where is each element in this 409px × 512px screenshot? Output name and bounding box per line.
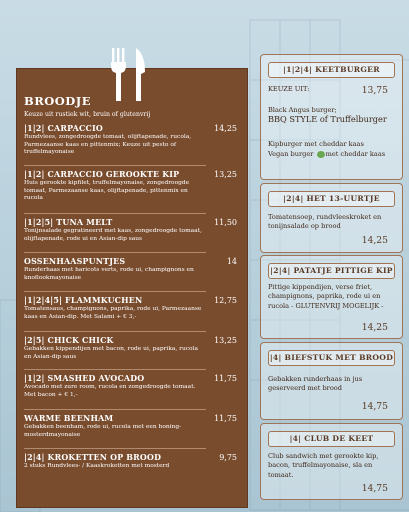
card-title: |2|4| HET 13-UURTJE [268,191,395,207]
menu-item-carpaccio-kip [24,170,240,203]
card-price: 14,25 [361,235,388,246]
item-price: 14,25 [214,124,237,133]
item-price: 9,75 [219,453,237,462]
card-choice-label: KEUZE UIT: [268,85,310,93]
item-price: 11,50 [214,218,237,227]
item-name: |1|2| CARPACCIO GEROOKTE KIP [24,170,180,179]
item-price: 13,25 [214,336,237,345]
item-name: WARME BEENHAM [24,414,114,423]
card-title: |4| BIEFSTUK MET BROOD [268,350,395,366]
card-text: Tomatensoep, rundvleeskroket en tonijnsalade op brood [268,213,382,231]
menu-item-chick-chick [24,336,240,361]
item-price: 11,75 [214,414,237,423]
card-text: Gebakken runderhaas in jus geserveerd met brood [268,375,363,393]
card-text: Club sandwich met gerookte kip, bacon, truffelmayonaise, sla en tomaat. [268,452,379,479]
card-keetburger [260,54,403,180]
menu-item-carpaccio [24,124,240,157]
menu-item-kroketten [24,453,240,471]
item-name: |1|2|4|5| FLAMMKUCHEN [24,296,143,305]
menu-item-tuna-melt [24,218,240,243]
item-price: 13,25 [214,170,237,179]
card-title: |4| CLUB DE KEET [268,431,395,447]
card-line-text: met cheddar kaas [325,150,386,158]
item-name: |1|2| CARPACCIO [24,124,103,133]
card-line: BBQ STYLE of Truffelburger [268,114,387,124]
item-description: Runderhaas met haricots verts, rode ui, champignons en knoflookmayonaise [24,267,194,281]
item-description: Gebakken beenham, rode ui, rucola met een honing-mosterdmayonaise [24,424,182,438]
menu-item-smashed-avocado [24,374,240,399]
item-name: |1|2|5| TUNA MELT [24,218,113,227]
item-name: OSSENHAASPUNTJES [24,257,126,266]
item-description: Tomatensaus, champignons, paprika, rode ui, Parmezaanse kaas en Asian-dip. Met Salami + € 3,- [24,306,202,320]
item-price: 11,75 [214,374,237,383]
item-description: Avocado met zure room, rucola en zongedroogde tomaat. Met bacon + € 1,- [24,384,196,398]
card-13-uurtje [260,183,403,253]
item-description: 2 stuks Rundvlees- / Kaaskroketten met mosterd [24,463,170,469]
item-description: Gebakken kippendijen met bacon, rode ui, paprika, rucola en Asian-dip saus [24,346,198,360]
card-price: 14,75 [361,483,388,494]
card-patatje-pittige-kip [260,255,403,339]
item-description: Huis gerookte kipfilet, truffelmayonaise, zongedroogde tomaat, Parmezaanse kaas, olijftapenade, pittenmix en rucola [24,180,190,202]
item-name: |2|5| CHICK CHICK [24,336,114,345]
item-price: 12,75 [214,296,237,305]
card-price: 14,75 [361,401,388,412]
fork-knife-icon [100,44,158,104]
card-text: Pittige kippendijen, verse friet, champignons, paprika, rode ui en rucola - GLUTENVRIJ MOGELIJK - [268,283,384,310]
card-price: 14,25 [361,322,388,333]
card-title: |2|4| PATATJE PITTIGE KIP [268,263,395,279]
section-title: BROODJE [24,94,91,108]
item-name: |2|4| KROKETTEN OP BROOD [24,453,162,462]
card-line-vegan [268,150,396,159]
item-name: |1|2| SMASHED AVOCADO [24,374,145,383]
card-biefstuk-met-brood [260,342,403,420]
card-title: |1|2|4| KEETBURGER [268,62,395,78]
item-price: 14 [226,257,237,266]
card-line-text: Vegan burger [268,150,314,158]
section-subtitle: Keuze uit rustiek wit, bruin of glutenvrij [24,111,151,118]
card-club-de-keet [260,423,403,500]
card-price: 13,75 [361,85,388,96]
menu-item-ossenhaaspuntjes [24,257,240,282]
card-line: Black Angus burger; [268,106,337,114]
menu-item-warme-beenham [24,414,240,439]
menu-item-flammkuchen [24,296,240,321]
vegan-leaf-icon [317,151,325,158]
card-line: Kipburger met cheddar kaas [268,140,364,148]
item-description: Rundvlees, zongedroogde tomaat, olijftapenade, rucola, Parmezaanse kaas en pittenmix; Keuze uit pesto of truffelmayonaise [24,134,192,156]
item-description: Tonijnsalade gegratineerd met kaas, zongedroogde tomaat, olijftapenade, rode ui en Asian-dip saus [24,228,202,242]
